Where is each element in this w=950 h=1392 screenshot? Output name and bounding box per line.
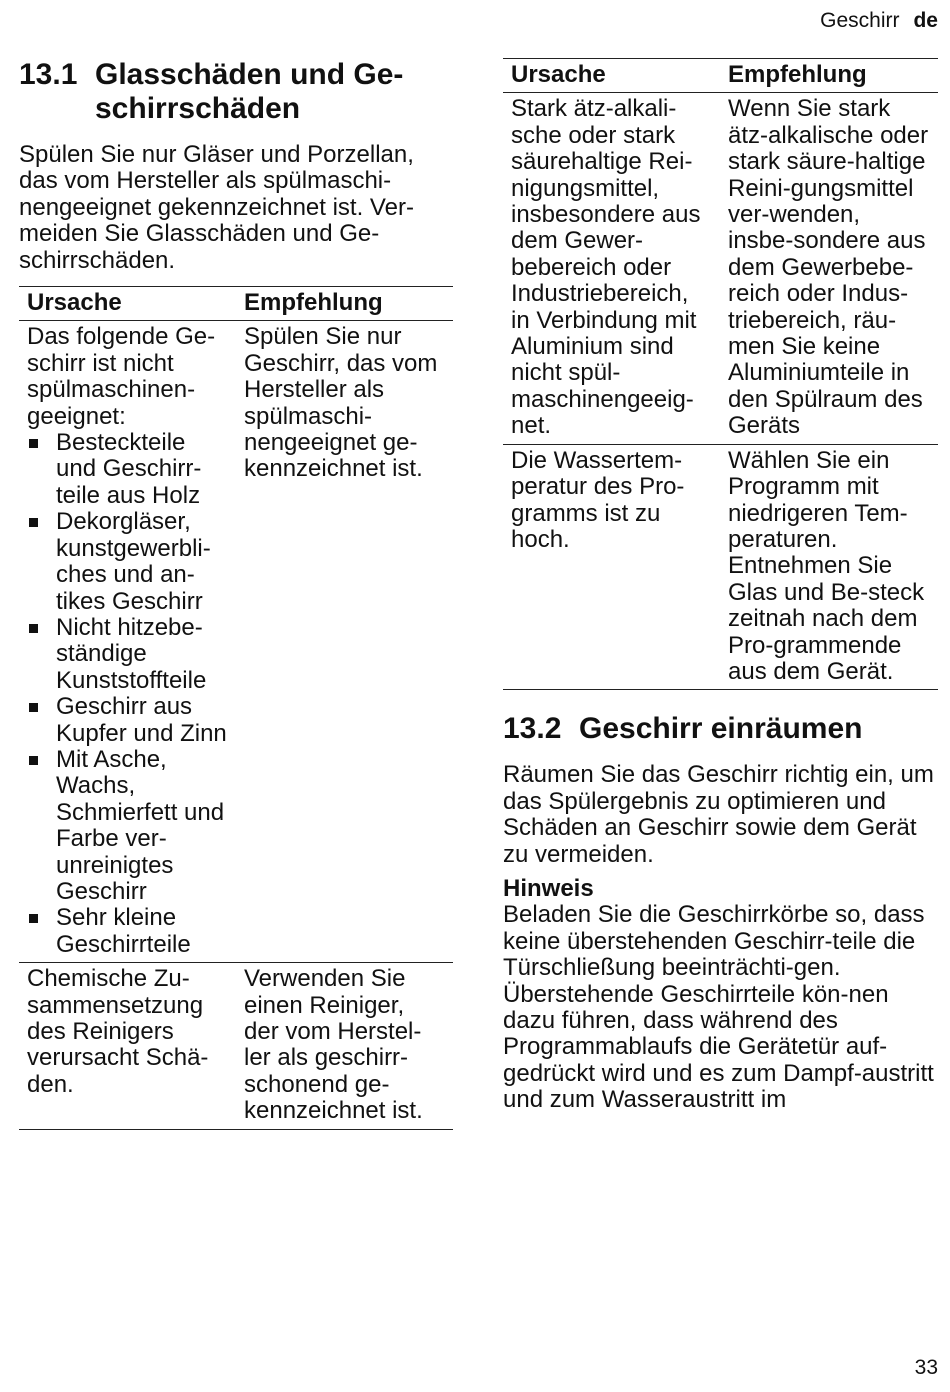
section-heading-13-2 [503,712,938,746]
cause-text: Das folgende Ge-schirr ist nicht spülmaschinen-geeignet: [27,323,216,430]
list-item: Besteckteile und Geschirr-teile aus Holz [27,430,228,509]
list-item: Mit Asche, Wachs, Schmierfett und Farbe ver-unreinigtes Geschirr [27,747,228,905]
remedy-cell: Verwenden Sie einen Reiniger, der vom Herstel-ler als geschirr-schonend ge-kennzeichnet ist. [236,963,453,1129]
list-item: Dekorgläser, kunstgewerbli-ches und an-tikes Geschirr [27,509,228,615]
heading-title-line-1: Glasschäden und Ge- [95,58,404,91]
column-header-remedy: Empfehlung [236,287,453,321]
square-bullet-icon [29,439,38,448]
damage-table [19,286,453,1130]
remedy-cell: Wenn Sie stark ätz-alkalische oder stark säure-haltige Reini-gungsmittel ver-wenden, insbe-sondere aus dem Gewerbebe-reich oder Indus-triebereich, räu-men Sie keine Aluminiumteile in den Spülraum des Geräts [720,93,938,444]
item-list [27,430,228,958]
damage-table-continued [503,58,938,690]
right-column [503,58,938,1114]
table-row [19,321,453,963]
heading-number: 13.1 [19,58,78,91]
intro-paragraph: Spülen Sie nur Gläser und Porzellan, das vom Hersteller als spülmaschi-nengeeignet gekennzeichnet ist. Ver-meiden Sie Glasschäden und Ge-schirrschäden. [19,141,414,274]
page-number: 33 [914,1356,938,1379]
cause-cell: Stark ätz-alkali-sche oder stark säurehaltige Rei-nigungsmittel, insbesondere aus dem Gewer-bebereich oder Industriebereich, in Verbindung mit Aluminium sind nicht spül-maschinengeeig-net. [503,93,720,444]
heading-title: Geschirr einräumen [579,712,863,746]
cause-cell: Die Wassertem-peratur des Pro-gramms ist zu hoch. [503,444,720,690]
remedy-cell: Spülen Sie nur Geschirr, das vom Hersteller als spülmaschi-nengeeignet ge-kennzeichnet ist. [236,321,453,963]
intro-paragraph: Räumen Sie das Geschirr richtig ein, um das Spülergebnis zu optimieren und Schäden an Geschirr sowie dem Gerät zu vermeiden. [503,761,934,868]
table-row [19,963,453,1129]
left-column [19,58,453,1130]
list-item: Nicht hitzebe-ständige Kunststoffteile [27,615,228,694]
table-row [503,444,938,690]
square-bullet-icon [29,624,38,633]
heading-title-line-2: schirrschäden [95,92,301,125]
header-section: Geschirr [820,9,900,32]
running-header [820,9,938,33]
remedy-cell: Wählen Sie ein Programm mit niedrigeren Tem-peraturen. Entnehmen Sie Glas und Be-steck zeitnah nach dem Pro-grammende aus dem Gerät. [720,444,938,690]
heading-number: 13.2 [503,712,562,746]
table-header-row [19,287,453,321]
heading-title [95,58,403,126]
column-header-cause: Ursache [503,59,720,93]
column-header-cause: Ursache [19,287,236,321]
square-bullet-icon [29,703,38,712]
square-bullet-icon [29,518,38,527]
square-bullet-icon [29,914,38,923]
list-item: Sehr kleine Geschirrteile [27,905,228,958]
cause-cell: Chemische Zu-sammensetzung des Reinigers verursacht Schä-den. [19,963,236,1129]
square-bullet-icon [29,756,38,765]
table-header-row [503,59,938,93]
cause-cell [19,321,236,963]
note-paragraph: Beladen Sie die Geschirrkörbe so, dass keine überstehenden Geschirr-teile die Türschließung beeinträchti-gen. Überstehende Geschirrteile kön-nen dazu führen, dass während des Programmablaufs die Gerätetür auf-gedrückt wird und es zum Dampf-austritt und zum Wasseraustritt im [503,901,934,1114]
column-header-remedy: Empfehlung [720,59,938,93]
list-item: Geschirr aus Kupfer und Zinn [27,694,228,747]
section-heading-13-1 [19,58,453,126]
table-row [503,93,938,444]
header-language: de [913,9,938,32]
note-heading: Hinweis [503,874,594,902]
